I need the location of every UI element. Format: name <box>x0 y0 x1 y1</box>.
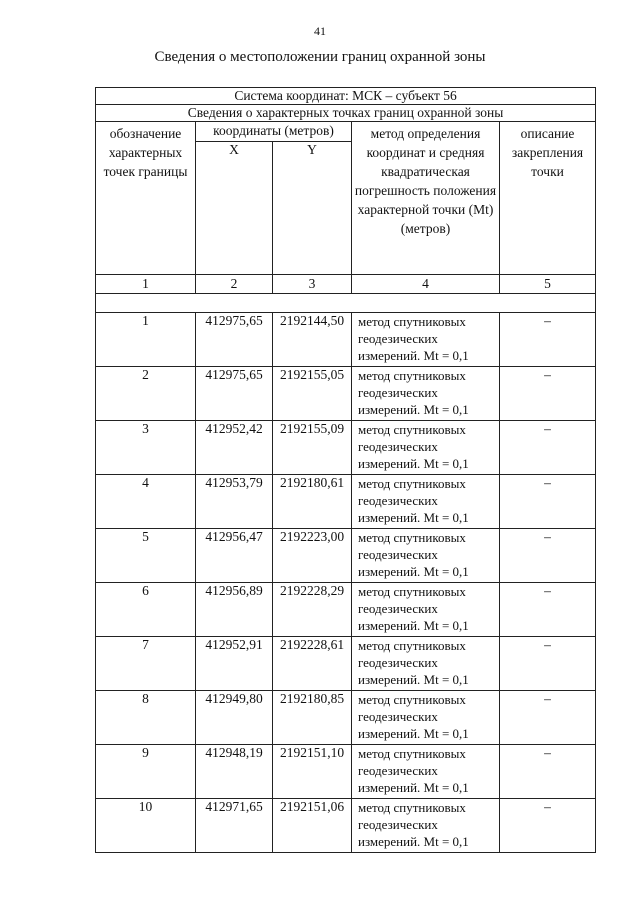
header-method: метод определения координат и средняя квадратическая погрешность положения характерной точки (Mt) (метров) <box>352 122 500 275</box>
boundary-points-table <box>95 87 596 853</box>
x-coordinate-cell: 412956,47 <box>196 529 273 583</box>
x-coordinate-cell: 412952,91 <box>196 637 273 691</box>
x-coordinate-cell: 412975,65 <box>196 367 273 421</box>
method-cell: метод спутниковых геодезических измерений. Mt = 0,1 <box>352 691 500 745</box>
y-coordinate-cell: 2192228,61 <box>273 637 352 691</box>
x-coordinate-cell: 412956,89 <box>196 583 273 637</box>
coord-system-header: Система координат: МСК – субъект 56 <box>96 88 596 105</box>
table-row <box>96 691 596 745</box>
y-coordinate-cell: 2192151,10 <box>273 745 352 799</box>
point-number-cell: 5 <box>96 529 196 583</box>
table-row <box>96 367 596 421</box>
method-cell: метод спутниковых геодезических измерений. Mt = 0,1 <box>352 799 500 853</box>
y-coordinate-cell: 2192180,61 <box>273 475 352 529</box>
header-description: описание закрепления точки <box>500 122 596 275</box>
column-number: 4 <box>352 275 500 294</box>
point-number-cell: 2 <box>96 367 196 421</box>
table-row <box>96 313 596 367</box>
method-cell: метод спутниковых геодезических измерений. Mt = 0,1 <box>352 637 500 691</box>
x-coordinate-cell: 412953,79 <box>196 475 273 529</box>
y-coordinate-cell: 2192151,06 <box>273 799 352 853</box>
method-cell: метод спутниковых геодезических измерений. Mt = 0,1 <box>352 745 500 799</box>
description-cell: – <box>500 313 596 367</box>
description-cell: – <box>500 799 596 853</box>
x-coordinate-cell: 412971,65 <box>196 799 273 853</box>
x-coordinate-cell: 412975,65 <box>196 313 273 367</box>
description-cell: – <box>500 421 596 475</box>
method-cell: метод спутниковых геодезических измерений. Mt = 0,1 <box>352 313 500 367</box>
y-coordinate-cell: 2192144,50 <box>273 313 352 367</box>
description-cell: – <box>500 583 596 637</box>
table-row <box>96 421 596 475</box>
table-row <box>96 799 596 853</box>
page-number: 41 <box>314 24 326 38</box>
y-coordinate-cell: 2192155,05 <box>273 367 352 421</box>
y-coordinate-cell: 2192155,09 <box>273 421 352 475</box>
header-point-designation: обозначение характерных точек границы <box>96 122 196 275</box>
x-coordinate-cell: 412948,19 <box>196 745 273 799</box>
method-cell: метод спутниковых геодезических измерений. Mt = 0,1 <box>352 529 500 583</box>
description-cell: – <box>500 745 596 799</box>
point-number-cell: 1 <box>96 313 196 367</box>
header-coordinates: координаты (метров) <box>196 122 352 142</box>
point-number-cell: 8 <box>96 691 196 745</box>
point-number-cell: 9 <box>96 745 196 799</box>
method-cell: метод спутниковых геодезических измерений. Mt = 0,1 <box>352 475 500 529</box>
point-number-cell: 10 <box>96 799 196 853</box>
y-coordinate-cell: 2192223,00 <box>273 529 352 583</box>
y-coordinate-cell: 2192228,29 <box>273 583 352 637</box>
x-coordinate-cell: 412949,80 <box>196 691 273 745</box>
table-row <box>96 529 596 583</box>
description-cell: – <box>500 691 596 745</box>
description-cell: – <box>500 475 596 529</box>
point-number-cell: 7 <box>96 637 196 691</box>
description-cell: – <box>500 637 596 691</box>
point-number-cell: 6 <box>96 583 196 637</box>
x-coordinate-cell: 412952,42 <box>196 421 273 475</box>
table-row <box>96 475 596 529</box>
column-number: 5 <box>500 275 596 294</box>
table-row <box>96 583 596 637</box>
header-y: Y <box>273 142 352 275</box>
method-cell: метод спутниковых геодезических измерений. Mt = 0,1 <box>352 421 500 475</box>
spacer-row <box>96 294 596 313</box>
table-body <box>96 88 596 853</box>
header-x: X <box>196 142 273 275</box>
point-number-cell: 4 <box>96 475 196 529</box>
column-number: 1 <box>96 275 196 294</box>
table-row <box>96 637 596 691</box>
document-title: Сведения о местоположении границ охранной зоны <box>154 49 486 65</box>
table-row <box>96 745 596 799</box>
point-number-cell: 3 <box>96 421 196 475</box>
column-number: 2 <box>196 275 273 294</box>
y-coordinate-cell: 2192180,85 <box>273 691 352 745</box>
method-cell: метод спутниковых геодезических измерений. Mt = 0,1 <box>352 367 500 421</box>
column-number: 3 <box>273 275 352 294</box>
description-cell: – <box>500 367 596 421</box>
method-cell: метод спутниковых геодезических измерений. Mt = 0,1 <box>352 583 500 637</box>
empty-cell <box>96 294 596 313</box>
column-number-row <box>96 275 596 294</box>
section-title-header: Сведения о характерных точках границ охранной зоны <box>96 105 596 122</box>
description-cell: – <box>500 529 596 583</box>
